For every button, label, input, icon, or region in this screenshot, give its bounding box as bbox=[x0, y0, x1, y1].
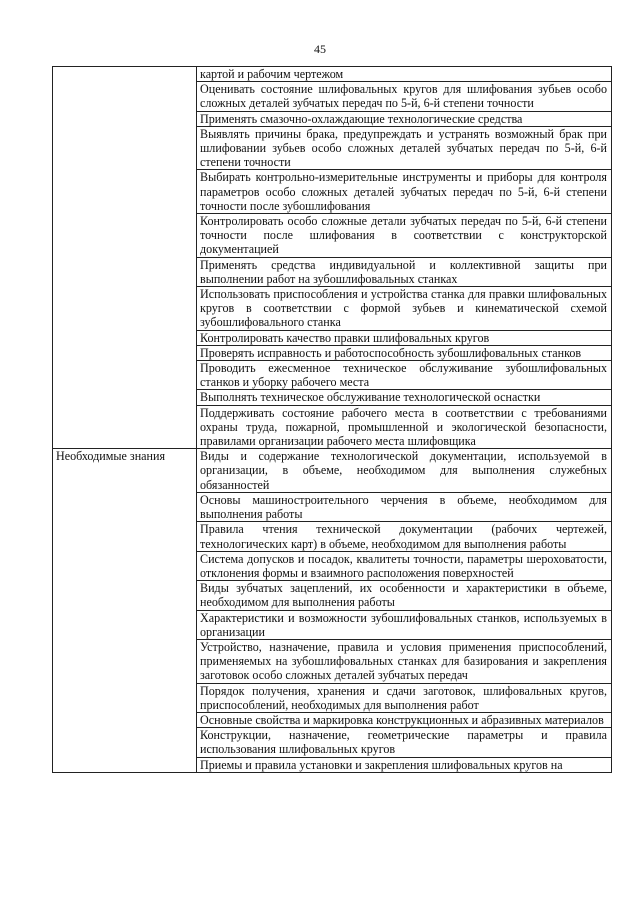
requirement-cell: Основы машиностроительного черчения в объеме, необходимом для выполнения работы bbox=[197, 492, 612, 521]
section-label: Необходимые знания bbox=[53, 449, 197, 772]
requirement-cell: картой и рабочим чертежом bbox=[197, 67, 612, 82]
section-label bbox=[53, 67, 197, 449]
requirement-cell: Виды и содержание технологической документации, используемой в организации, в объеме, необходимом для выполнения служебных обязанностей bbox=[197, 449, 612, 493]
requirement-cell: Устройство, назначение, правила и условия применения приспособлений, применяемых на зубошлифовальных станках для базирования и закрепления заготовок особо сложных деталей зубчатых передач bbox=[197, 639, 612, 683]
requirement-cell: Основные свойства и маркировка конструкционных и абразивных материалов bbox=[197, 712, 612, 727]
requirement-cell: Выбирать контрольно-измерительные инструменты и приборы для контроля параметров особо сложных деталей зубчатых передач по 5-й, 6-й степени точности после зубошлифования bbox=[197, 170, 612, 214]
requirement-cell: Конструкции, назначение, геометрические параметры и правила использования шлифовальных кругов bbox=[197, 728, 612, 757]
requirements-table bbox=[52, 66, 612, 773]
requirement-cell: Проводить ежесменное техническое обслуживание зубошлифовальных станков и уборку рабочего места bbox=[197, 361, 612, 390]
table-row bbox=[53, 449, 612, 493]
requirement-cell: Приемы и правила установки и закрепления шлифовальных кругов на bbox=[197, 757, 612, 772]
page-number: 45 bbox=[314, 42, 326, 56]
requirement-cell: Система допусков и посадок, квалитеты точности, параметры шероховатости, отклонения формы и взаимного расположения поверхностей bbox=[197, 551, 612, 580]
requirement-cell: Оценивать состояние шлифовальных кругов для шлифования зубьев особо сложных деталей зубчатых передач по 5-й, 6-й степени точности bbox=[197, 82, 612, 111]
requirement-cell: Применять средства индивидуальной и коллективной защиты при выполнении работ на зубошлифовальных станках bbox=[197, 257, 612, 286]
requirement-cell: Виды зубчатых зацеплений, их особенности и характеристики в объеме, необходимом для выполнения работы bbox=[197, 581, 612, 610]
table-row bbox=[53, 67, 612, 82]
requirement-cell: Применять смазочно-охлаждающие технологические средства bbox=[197, 111, 612, 126]
requirements-table-body bbox=[53, 67, 612, 773]
requirement-cell: Проверять исправность и работоспособность зубошлифовальных станков bbox=[197, 345, 612, 360]
requirement-cell: Правила чтения технической документации (рабочих чертежей, технологических карт) в объеме, необходимом для выполнения работы bbox=[197, 522, 612, 551]
requirement-cell: Контролировать особо сложные детали зубчатых передач по 5-й, 6-й степени точности после шлифования в соответствии с конструкторской документацией bbox=[197, 214, 612, 258]
requirement-cell: Использовать приспособления и устройства станка для правки шлифовальных кругов в соответствии с формой зубьев и кинематической схемой зубошлифовального станка bbox=[197, 287, 612, 331]
requirement-cell: Порядок получения, хранения и сдачи заготовок, шлифовальных кругов, приспособлений, необходимых для выполнения работ bbox=[197, 683, 612, 712]
requirement-cell: Выявлять причины брака, предупреждать и устранять возможный брак при шлифовании зубьев особо сложных деталей зубчатых передач по 5-й, 6-й степени точности bbox=[197, 126, 612, 170]
requirement-cell: Выполнять техническое обслуживание технологической оснастки bbox=[197, 390, 612, 405]
requirement-cell: Контролировать качество правки шлифовальных кругов bbox=[197, 330, 612, 345]
requirement-cell: Поддерживать состояние рабочего места в соответствии с требованиями охраны труда, пожарной, промышленной и экологической безопасности, правилами организации рабочего места шлифовщика bbox=[197, 405, 612, 449]
requirement-cell: Характеристики и возможности зубошлифовальных станков, используемых в организации bbox=[197, 610, 612, 639]
